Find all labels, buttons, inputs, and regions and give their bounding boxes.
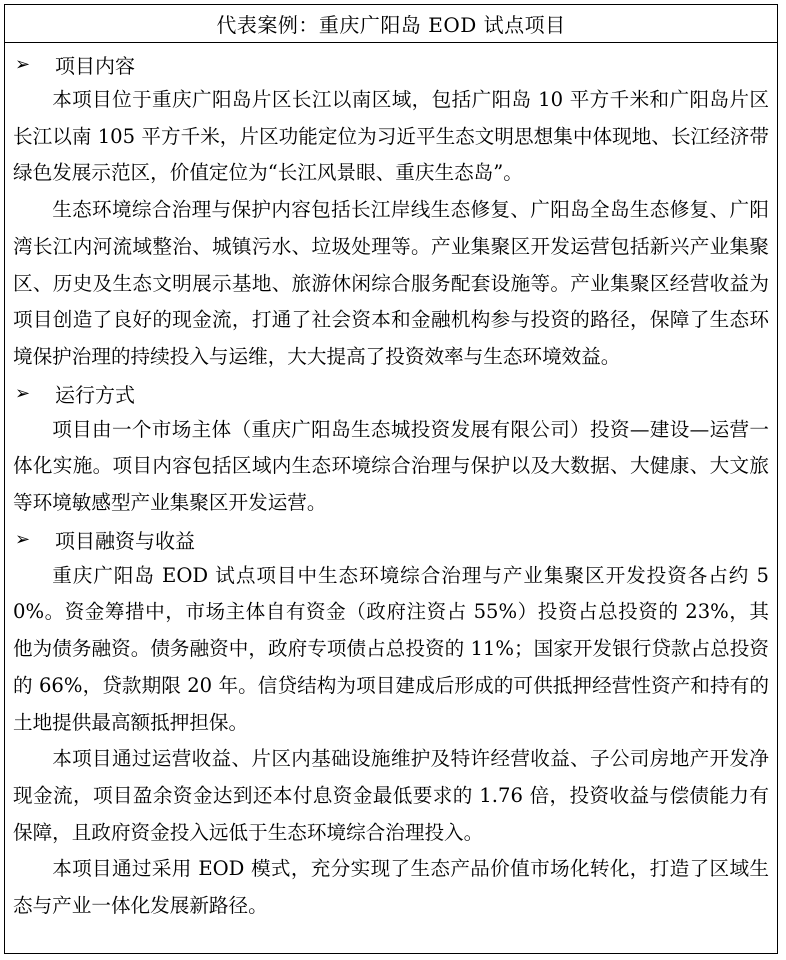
section-heading-label: 项目内容 (55, 53, 135, 78)
arrow-bullet-icon: ➢ (15, 383, 31, 405)
section-heading-financing (13, 522, 769, 558)
section-heading-label: 项目融资与收益 (55, 529, 195, 554)
arrow-bullet-icon: ➢ (15, 53, 31, 75)
section-heading-label: 运行方式 (55, 383, 135, 408)
arrow-bullet-icon: ➢ (15, 529, 31, 551)
section-heading-operation (13, 376, 769, 412)
case-content (5, 43, 777, 925)
paragraph: 本项目通过采用 EOD 模式，充分实现了生态产品价值市场化转化，打造了区域生态与产业一体化发展新路径。 (13, 857, 769, 918)
case-table (4, 4, 778, 954)
paragraph: 本项目位于重庆广阳岛片区长江以南区域，包括广阳岛 10 平方千米和广阳岛片区长江以南 105 平方千米，片区功能定位为习近平生态文明思想集中体现地、长江经济带绿色发展示范区，价值定位为“长江风景眼、重庆生态岛”。 (13, 88, 769, 185)
paragraph: 本项目通过运营收益、片区内基础设施维护及特许经营收益、子公司房地产开发净现金流，项目盈余资金达到还本付息资金最低要求的 1.76 倍，投资收益与偿债能力有保障，且政府资金投入远低于生态环境综合治理投入。 (13, 747, 769, 844)
case-title: 代表案例：重庆广阳岛 EOD 试点项目 (5, 5, 777, 43)
section-heading-content (13, 46, 769, 82)
paragraph: 生态环境综合治理与保护内容包括长江岸线生态修复、广阳岛全岛生态修复、广阳湾长江内河流域整治、城镇污水、垃圾处理等。产业集聚区开发运营包括新兴产业集聚区、历史及生态文明展示基地、旅游休闲综合服务配套设施等。产业集聚区经营收益为项目创造了良好的现金流，打通了社会资本和金融机构参与投资的路径，保障了生态环境保护治理的持续投入与运维，大大提高了投资效率与生态环境效益。 (13, 198, 769, 368)
paragraph: 重庆广阳岛 EOD 试点项目中生态环境综合治理与产业集聚区开发投资各占约 50%。资金筹措中，市场主体自有资金（政府注资占 55%）投资占总投资的 23%，其他为债务融资。债务融资中，政府专项债占总投资的 11%；国家开发银行贷款占总投资的 66%，贷款期限 20 年。信贷结构为项目建成后形成的可供抵押经营性资产和持有的土地提供最高额抵押担保。 (13, 563, 769, 734)
paragraph: 项目由一个市场主体（重庆广阳岛生态城投资发展有限公司）投资—建设—运营一体化实施。项目内容包括区域内生态环境综合治理与保护以及大数据、大健康、大文旅等环境敏感型产业集聚区开发运营。 (13, 417, 769, 515)
